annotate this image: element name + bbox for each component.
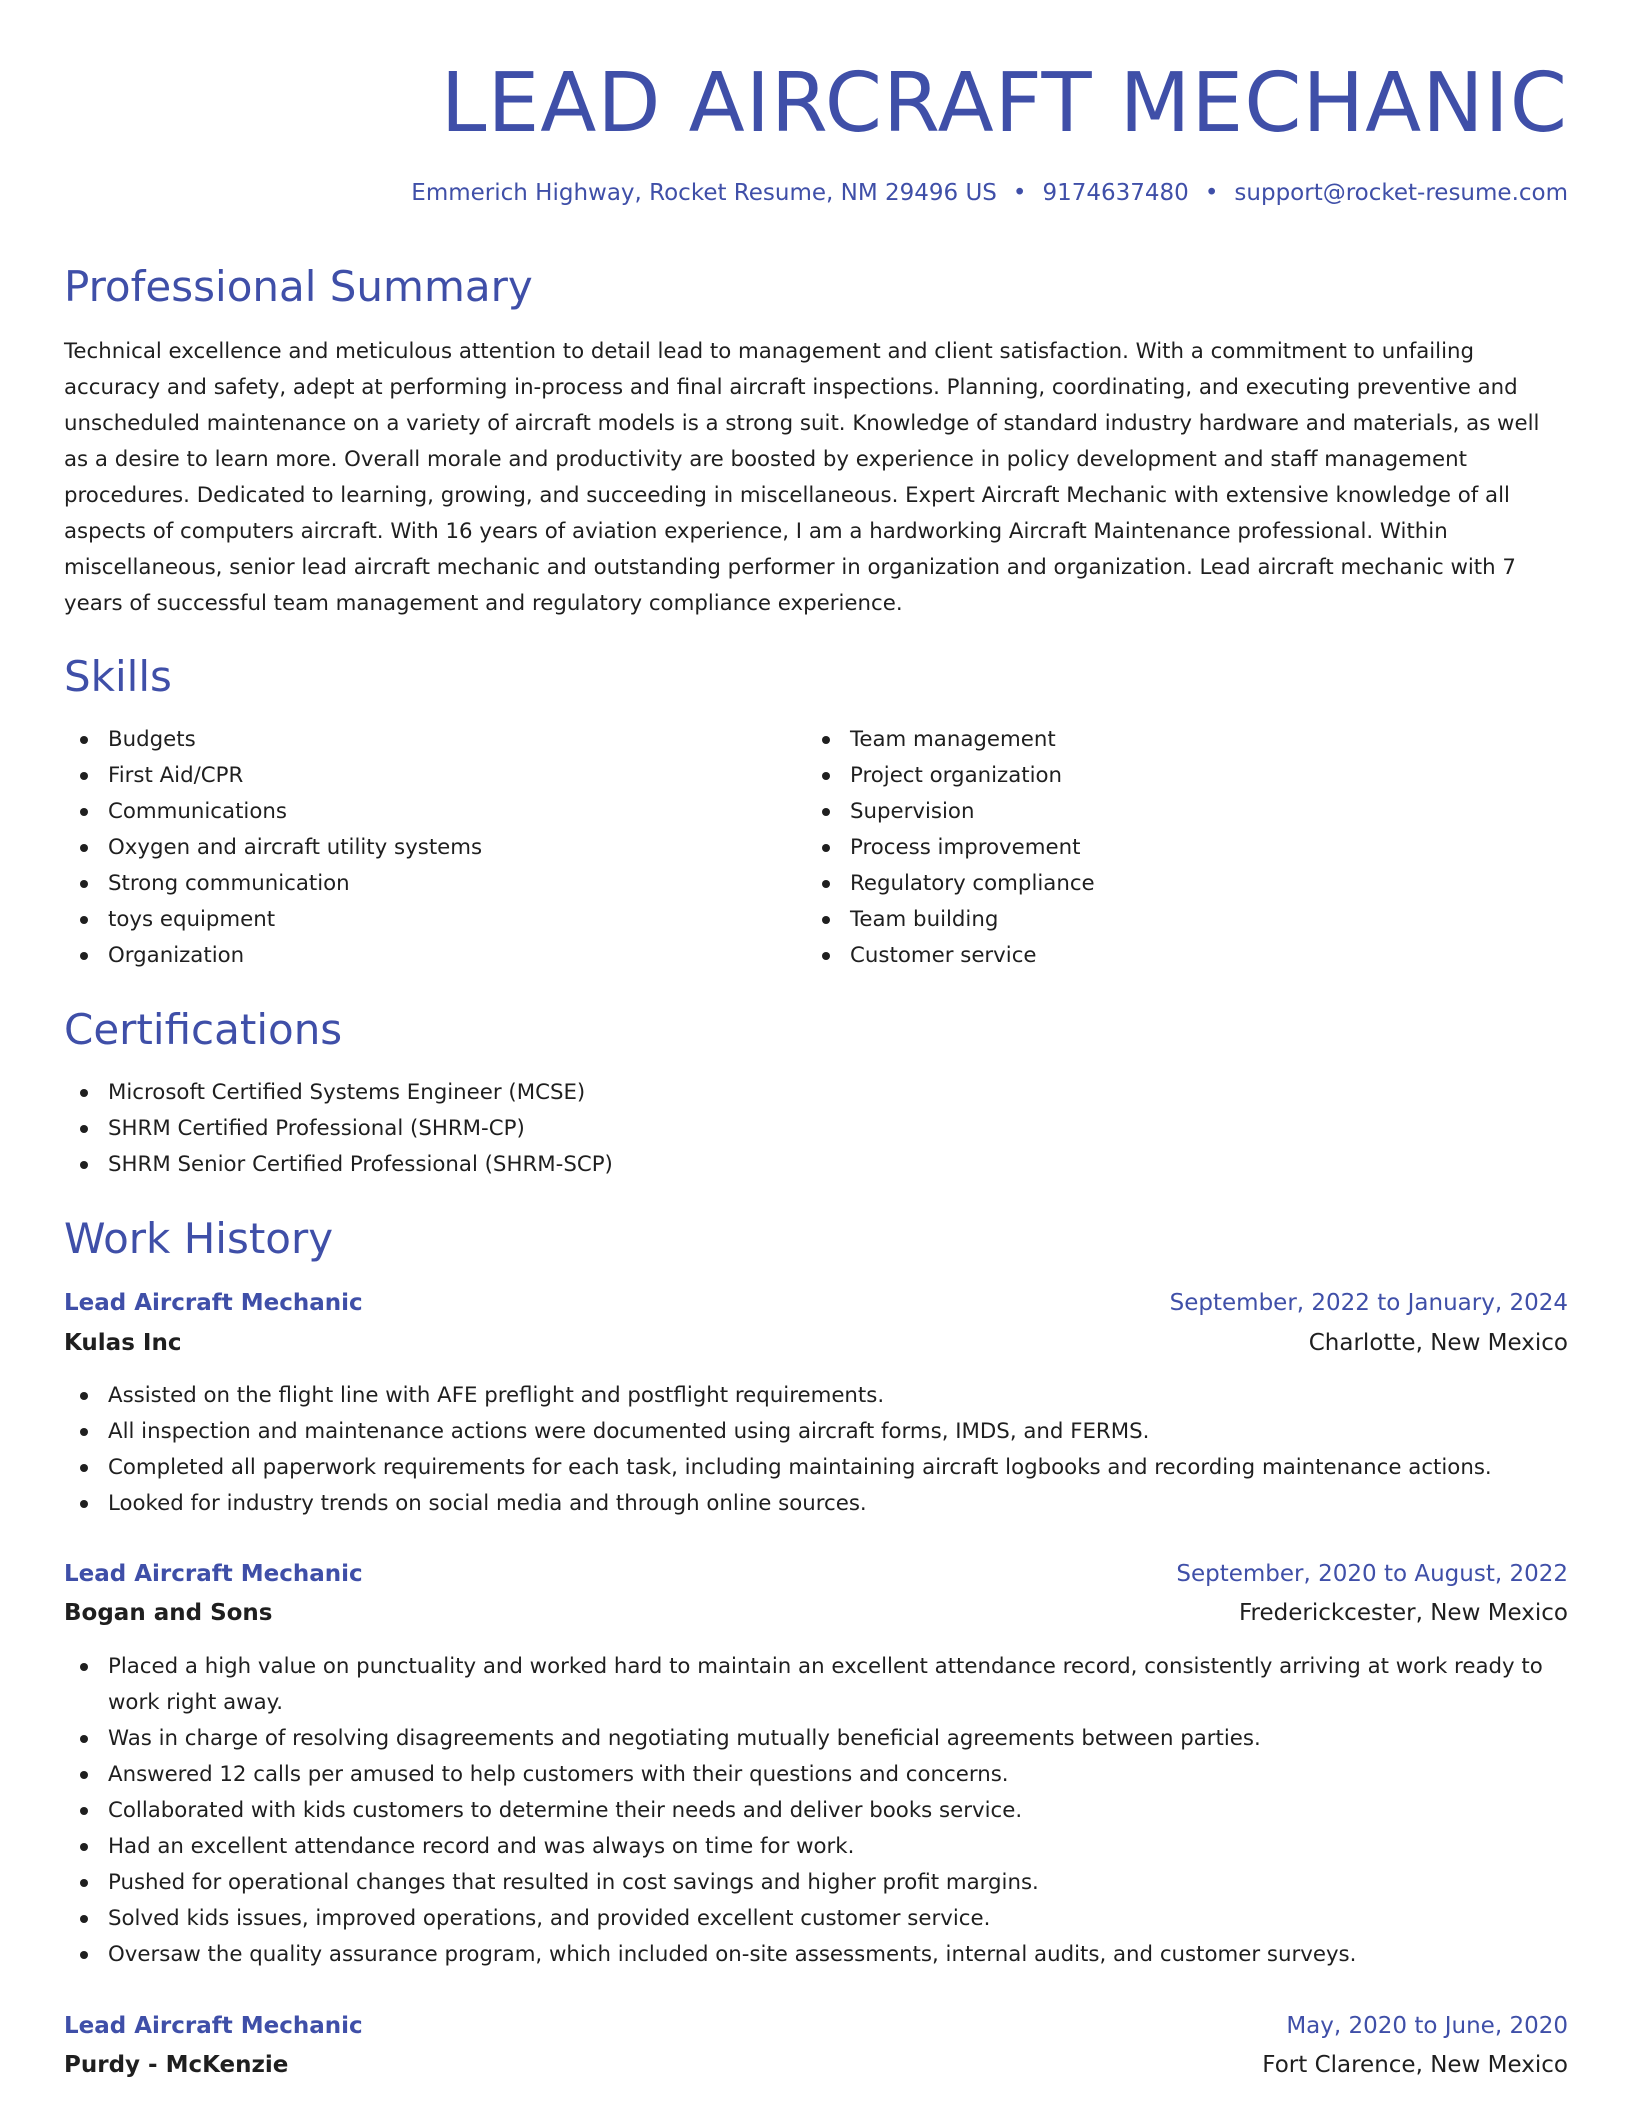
list-item: Strong communication (64, 866, 804, 902)
list-item: Communications (64, 794, 804, 830)
job-dates: September, 2020 to August, 2022 (1176, 1561, 1568, 1587)
certifications-heading: Certifications (64, 1005, 343, 1054)
list-item: Project organization (806, 758, 1546, 794)
list-item: Team management (806, 722, 1546, 758)
job-bullets (64, 1378, 1568, 1522)
job-title: Lead Aircraft Mechanic (64, 1561, 363, 1587)
job-title: Lead Aircraft Mechanic (64, 2013, 363, 2039)
list-item: First Aid/CPR (64, 758, 804, 794)
job-company: Purdy - McKenzie (64, 2052, 289, 2078)
resume-page (64, 0, 1568, 2078)
job-bullets (64, 1649, 1568, 1973)
list-item: Pushed for operational changes that resulted in cost savings and higher profit margins. (64, 1865, 1568, 1901)
list-item: All inspection and maintenance actions were documented using aircraft forms, IMDS, and FERMS. (64, 1414, 1568, 1450)
summary-text: Technical excellence and meticulous attention to detail lead to management and client satisfaction. With a commitment to unfailing accuracy and safety, adept at performing in-process and final aircraft inspections. Planning, coordinating, and executing preventive and unscheduled maintenance on a variety of aircraft models is a strong suit. Knowledge of standard industry hardware and materials, as well as a desire to learn more. Overall morale and productivity are boosted by experience in policy development and staff management procedures. Dedicated to learning, growing, and succeeding in miscellaneous. Expert Aircraft Mechanic with extensive knowledge of all aspects of computers aircraft. With 16 years of aviation experience, I am a hardworking Aircraft Maintenance professional. Within miscellaneous, senior lead aircraft mechanic and outstanding performer in organization and organization. Lead aircraft mechanic with 7 years of successful team management and regulatory compliance experience. (64, 339, 1540, 616)
list-item: Customer service (806, 938, 1546, 974)
list-item: Assisted on the flight line with AFE preflight and postflight requirements. (64, 1378, 1568, 1414)
job-location: Fort Clarence, New Mexico (1262, 2052, 1568, 2078)
job-company: Bogan and Sons (64, 1600, 273, 1626)
list-item: Oxygen and aircraft utility systems (64, 830, 804, 866)
list-item: Team building (806, 902, 1546, 938)
list-item: Collaborated with kids customers to determine their needs and deliver books service. (64, 1793, 1568, 1829)
resume-title: LEAD AIRCRAFT MECHANIC (440, 56, 1568, 151)
list-item: SHRM Senior Certified Professional (SHRM-SCP) (64, 1147, 1568, 1183)
list-item: Budgets (64, 722, 804, 758)
address-text: Emmerich Highway, Rocket Resume, NM 29496 US (411, 180, 997, 206)
job-title: Lead Aircraft Mechanic (64, 1290, 363, 1316)
job-location: Frederickcester, New Mexico (1238, 1600, 1568, 1626)
work-history-heading: Work History (64, 1214, 334, 1263)
list-item: Process improvement (806, 830, 1546, 866)
list-item: SHRM Certified Professional (SHRM-CP) (64, 1111, 1568, 1147)
list-item: Had an excellent attendance record and was always on time for work. (64, 1829, 1568, 1865)
email-link[interactable]: support@rocket-resume.com (1234, 180, 1568, 206)
list-item: Supervision (806, 794, 1546, 830)
job-location: Charlotte, New Mexico (1308, 1330, 1568, 1356)
job-dates: September, 2022 to January, 2024 (1169, 1290, 1568, 1316)
list-item: toys equipment (64, 902, 804, 938)
list-item: Was in charge of resolving disagreements and negotiating mutually beneficial agreements between parties. (64, 1721, 1568, 1757)
skills-heading: Skills (64, 652, 172, 701)
list-item: Organization (64, 938, 804, 974)
job-dates: May, 2020 to June, 2020 (1286, 2013, 1568, 2039)
list-item: Completed all paperwork requirements for each task, including maintaining aircraft logbooks and recording maintenance actions. (64, 1450, 1568, 1486)
contact-line (411, 178, 1568, 208)
list-item: Placed a high value on punctuality and worked hard to maintain an excellent attendance record, consistently arriving at work ready to work right away. (64, 1649, 1568, 1721)
phone-text: 9174637480 (1042, 180, 1189, 206)
list-item: Regulatory compliance (806, 866, 1546, 902)
separator-dot: • (1204, 180, 1219, 206)
list-item: Solved kids issues, improved operations, and provided excellent customer service. (64, 1901, 1568, 1937)
summary-heading: Professional Summary (64, 262, 533, 311)
skills-list-left (64, 722, 804, 974)
skills-list-right (806, 722, 1546, 974)
certifications-list (64, 1075, 1568, 1183)
separator-dot: • (1012, 180, 1027, 206)
list-item: Microsoft Certified Systems Engineer (MCSE) (64, 1075, 1568, 1111)
list-item: Answered 12 calls per amused to help customers with their questions and concerns. (64, 1757, 1568, 1793)
list-item: Looked for industry trends on social media and through online sources. (64, 1486, 1568, 1522)
list-item: Oversaw the quality assurance program, which included on-site assessments, internal audits, and customer surveys. (64, 1937, 1568, 1973)
job-company: Kulas Inc (64, 1330, 182, 1356)
